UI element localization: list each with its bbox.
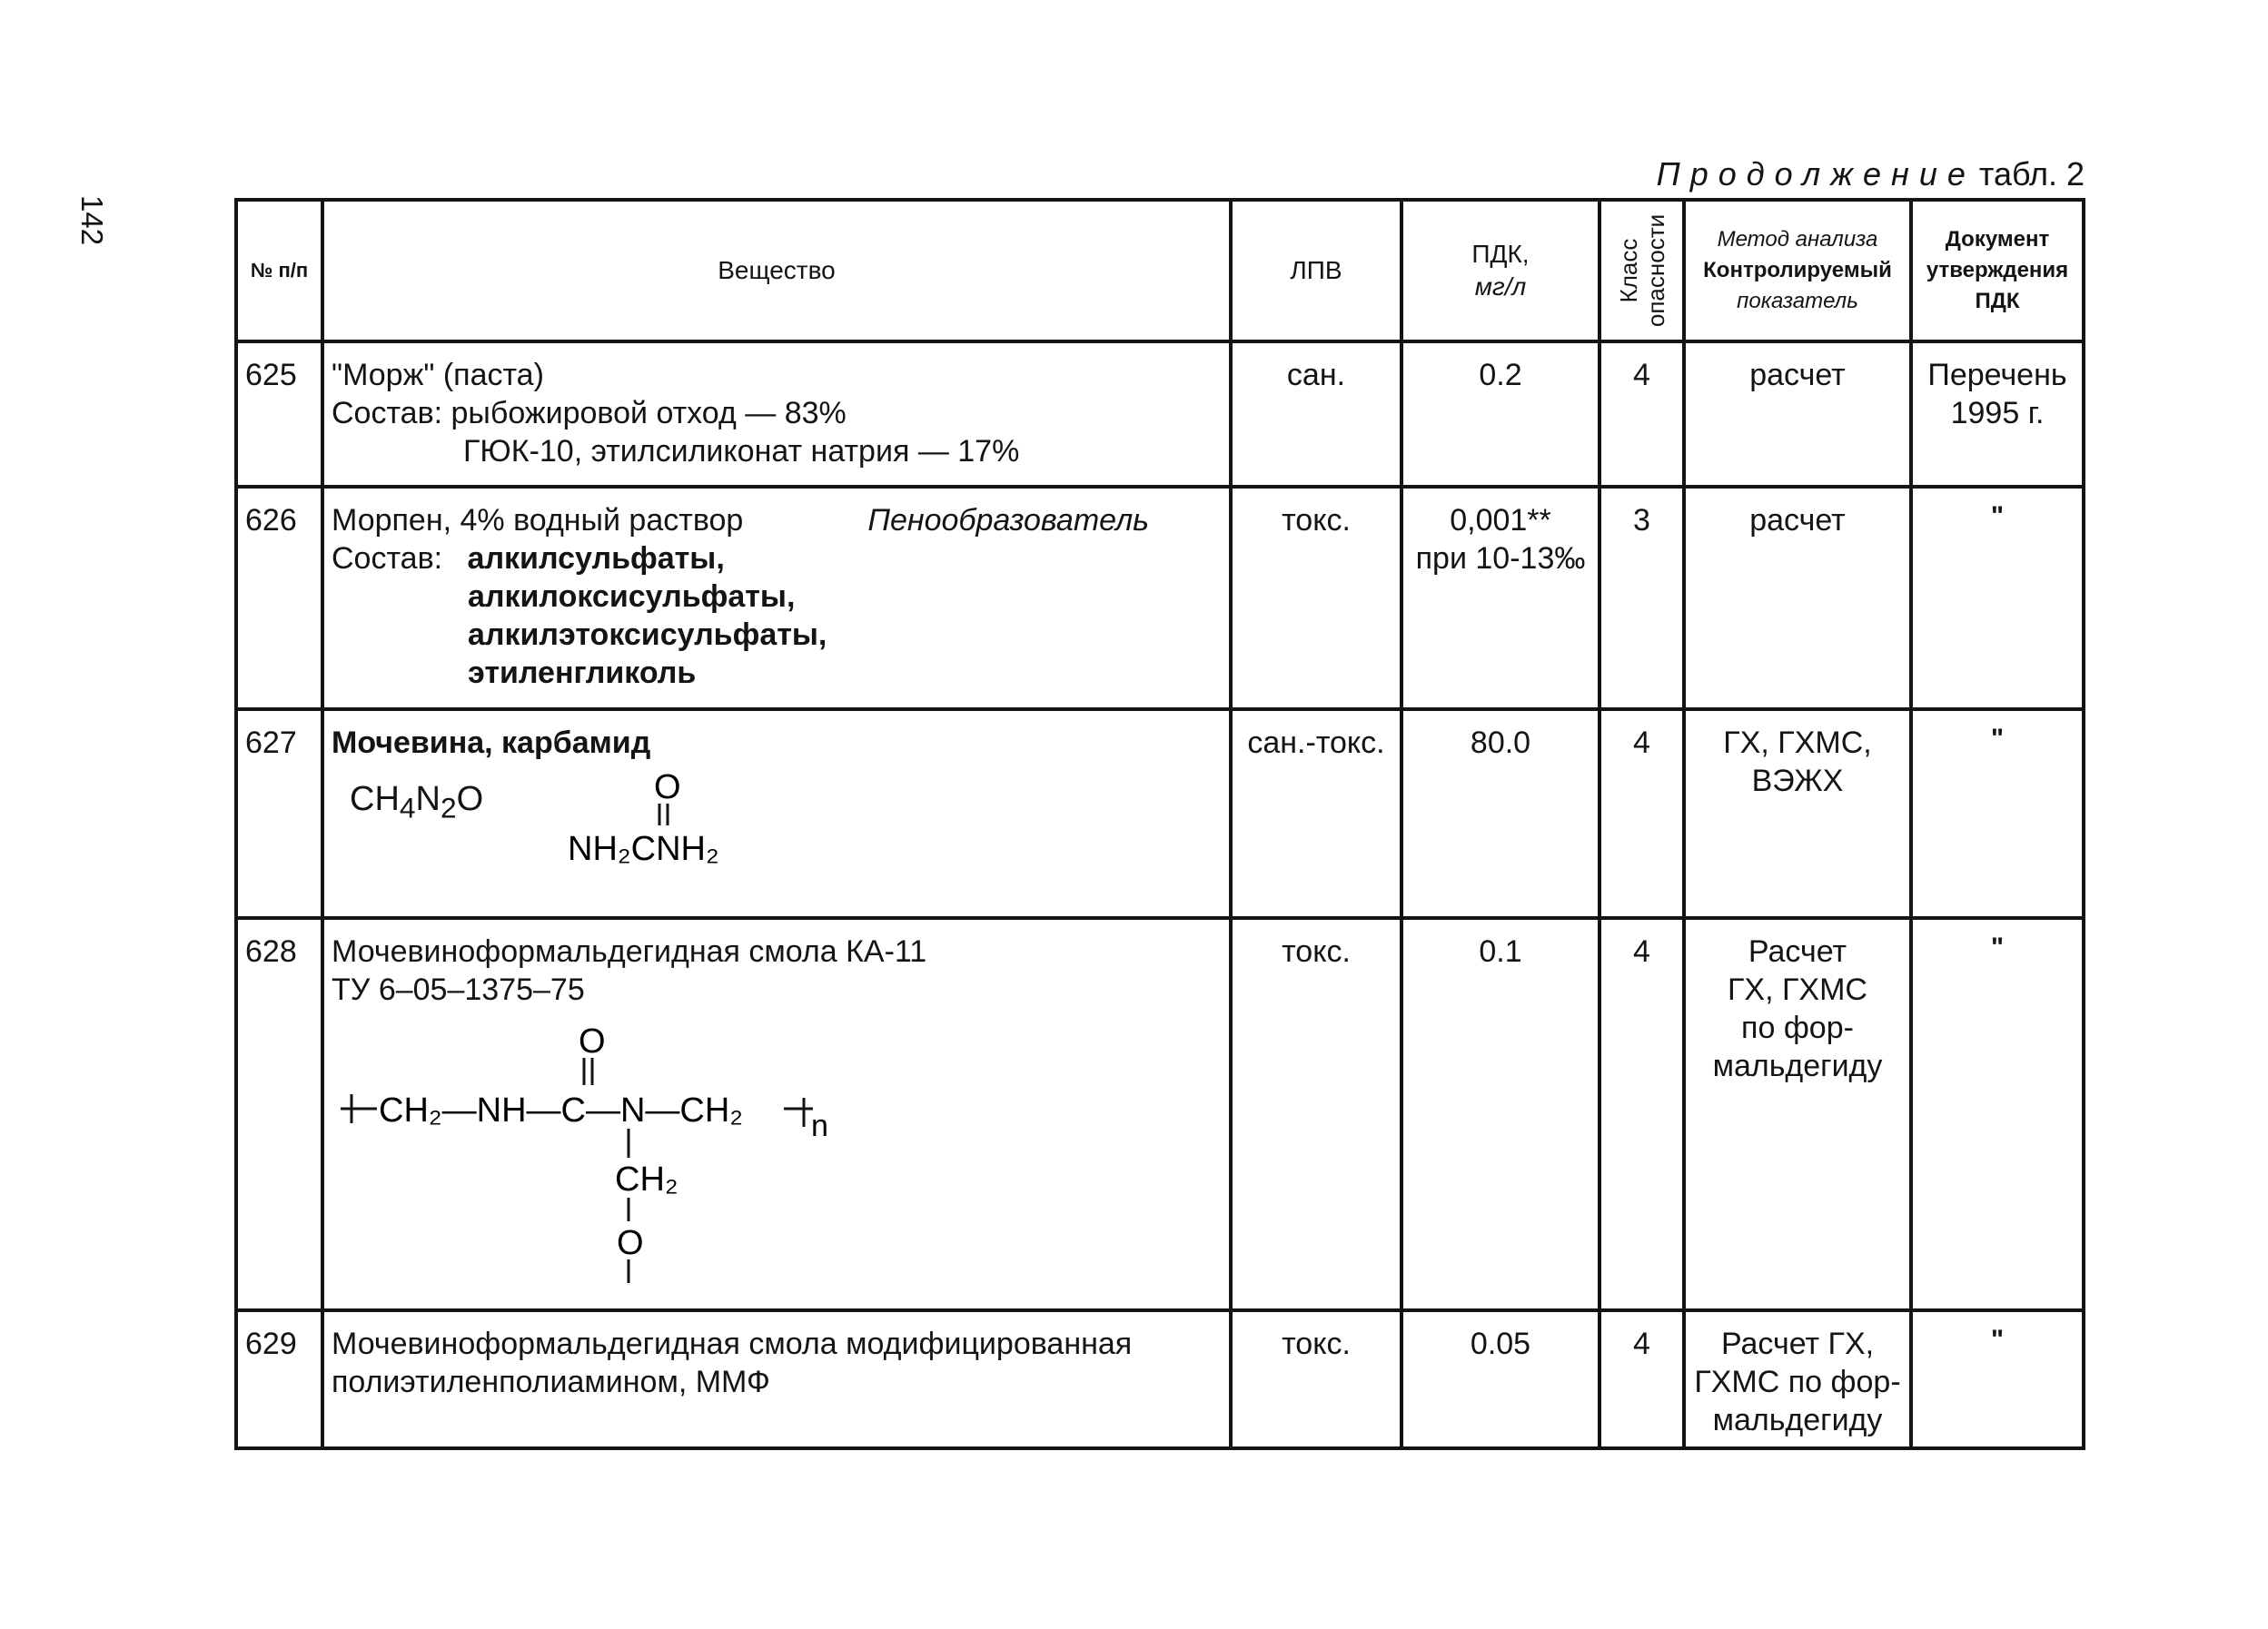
urea-structure-diagram bbox=[568, 762, 786, 898]
row-lpv: сан. bbox=[1231, 341, 1401, 487]
row-lpv: токс. bbox=[1231, 918, 1401, 1310]
header-lpv: ЛПВ bbox=[1231, 200, 1401, 341]
method-line: Расчет ГХ, bbox=[1720, 1327, 1875, 1361]
header-method-line1: Метод анализа bbox=[1717, 227, 1878, 252]
polymer-structure-diagram bbox=[332, 1012, 840, 1285]
structure-oxygen: O bbox=[579, 1022, 606, 1061]
pdk-value: 0,001** bbox=[1450, 503, 1551, 538]
substance-line: ГЮК-10, этилсиликонат натрия — 17% bbox=[463, 434, 1020, 469]
header-pdk bbox=[1401, 200, 1599, 341]
substance-line: Мочевиноформальдегидная смола КА-11 bbox=[332, 934, 927, 969]
method-line: ГХ, ГХМС, bbox=[1723, 726, 1872, 760]
substance-line: "Морж" (паста) bbox=[332, 358, 544, 392]
row-pdk: 0.05 bbox=[1401, 1310, 1599, 1448]
header-doc-line1: Документ bbox=[1945, 227, 2050, 252]
method-line: мальдегиду bbox=[1712, 1049, 1883, 1083]
pdk-condition: при 10-13‰ bbox=[1415, 541, 1586, 576]
header-doc-line3: ПДК bbox=[1975, 289, 2020, 313]
header-method-line2: Контролируемый bbox=[1703, 258, 1892, 282]
formula-part: N bbox=[415, 780, 441, 818]
row-document: " bbox=[1911, 709, 2084, 918]
row-substance bbox=[322, 1310, 1231, 1448]
header-hazard-text bbox=[1615, 214, 1669, 327]
structure-oxygen: O bbox=[617, 1224, 644, 1262]
method-line: Расчет bbox=[1748, 934, 1847, 969]
substance-name: Морпен, 4% водный раствор bbox=[332, 503, 744, 538]
row-hazard: 3 bbox=[1599, 487, 1684, 709]
row-pdk: 0.2 bbox=[1401, 341, 1599, 487]
molecular-formula bbox=[350, 780, 483, 827]
header-document bbox=[1911, 200, 2084, 341]
formula-part: CH bbox=[350, 780, 400, 818]
table-caption bbox=[1657, 156, 2085, 193]
header-num: № п/п bbox=[236, 200, 322, 341]
row-document: " bbox=[1911, 918, 2084, 1310]
method-line: по фор- bbox=[1741, 1011, 1854, 1045]
page-number: 142 bbox=[75, 195, 109, 246]
chemical-formula-block bbox=[332, 762, 1222, 898]
row-pdk: 0.1 bbox=[1401, 918, 1599, 1310]
header-hazard-line2: опасности bbox=[1641, 213, 1669, 328]
substance-note: Пенообразователь bbox=[867, 503, 1149, 538]
substance-line: полиэтиленполиамином, ММФ bbox=[332, 1365, 770, 1399]
structure-main-chain: NH₂CNH₂ bbox=[568, 830, 719, 868]
header-substance: Вещество bbox=[322, 200, 1231, 341]
structure-main-chain: CH₂—NH—C—N—CH₂ bbox=[379, 1091, 744, 1130]
header-method-line3: показатель bbox=[1737, 289, 1858, 313]
row-method: расчет bbox=[1684, 487, 1911, 709]
row-document: " bbox=[1911, 487, 2084, 709]
table-row bbox=[236, 1310, 2084, 1448]
header-hazard-class bbox=[1599, 200, 1684, 341]
header-row bbox=[236, 200, 2084, 341]
substance-line bbox=[332, 539, 1222, 578]
row-lpv: токс. bbox=[1231, 487, 1401, 709]
composition-item: алкилоксисульфаты, bbox=[468, 579, 796, 614]
row-method: расчет bbox=[1684, 341, 1911, 487]
row-document: " bbox=[1911, 1310, 2084, 1448]
repeat-index: n bbox=[811, 1109, 828, 1143]
row-substance bbox=[322, 487, 1231, 709]
row-lpv: токс. bbox=[1231, 1310, 1401, 1448]
row-hazard: 4 bbox=[1599, 1310, 1684, 1448]
caption-word: Продолжение bbox=[1656, 155, 1976, 193]
table-row bbox=[236, 341, 2084, 487]
substance-line: ТУ 6–05–1375–75 bbox=[332, 972, 585, 1007]
composition-item: алкилэтоксисульфаты, bbox=[468, 617, 827, 652]
row-lpv: сан.-токс. bbox=[1231, 709, 1401, 918]
method-line: ВЭЖХ bbox=[1751, 764, 1844, 798]
document-line: 1995 г. bbox=[1950, 396, 2045, 430]
row-hazard: 4 bbox=[1599, 709, 1684, 918]
table-row bbox=[236, 709, 2084, 918]
composition-label: Состав: bbox=[332, 541, 443, 576]
method-line: ГХМС по фор- bbox=[1694, 1365, 1901, 1399]
structure-ch2: CH₂ bbox=[615, 1160, 678, 1199]
composition-item: этиленгликоль bbox=[468, 656, 697, 690]
row-method bbox=[1684, 709, 1911, 918]
row-num: 625 bbox=[236, 341, 322, 487]
document-line: Перечень bbox=[1927, 358, 2067, 392]
header-doc-line2: утверждения bbox=[1926, 258, 2069, 282]
row-num: 629 bbox=[236, 1310, 322, 1448]
row-num: 626 bbox=[236, 487, 322, 709]
row-num: 627 bbox=[236, 709, 322, 918]
table-row bbox=[236, 918, 2084, 1310]
caption-table: табл. 2 bbox=[1978, 155, 2085, 193]
method-line: ГХ, ГХМС bbox=[1728, 972, 1867, 1007]
data-table bbox=[234, 198, 2085, 1450]
row-substance bbox=[322, 918, 1231, 1310]
substance-line bbox=[332, 501, 1222, 539]
table-row bbox=[236, 487, 2084, 709]
substance-line: Состав: рыбожировой отход — 83% bbox=[332, 396, 847, 430]
formula-subscript: 2 bbox=[440, 791, 457, 824]
header-pdk-line1: ПДК, bbox=[1471, 240, 1530, 268]
header-method bbox=[1684, 200, 1911, 341]
row-method bbox=[1684, 918, 1911, 1310]
composition-item: алкилсульфаты, bbox=[467, 541, 725, 576]
row-substance bbox=[322, 709, 1231, 918]
row-pdk bbox=[1401, 487, 1599, 709]
formula-subscript: 4 bbox=[399, 791, 416, 824]
row-num: 628 bbox=[236, 918, 322, 1310]
substance-line: Мочевиноформальдегидная смола модифицированная bbox=[332, 1327, 1133, 1361]
header-pdk-line2: мг/л bbox=[1474, 272, 1527, 301]
method-line: мальдегиду bbox=[1712, 1403, 1883, 1437]
row-method bbox=[1684, 1310, 1911, 1448]
formula-part: O bbox=[456, 780, 484, 818]
row-document bbox=[1911, 341, 2084, 487]
header-hazard-line1: Класс bbox=[1614, 238, 1642, 303]
row-substance bbox=[322, 341, 1231, 487]
substance-name: Мочевина, карбамид bbox=[332, 726, 651, 760]
row-hazard: 4 bbox=[1599, 341, 1684, 487]
row-hazard: 4 bbox=[1599, 918, 1684, 1310]
row-pdk: 80.0 bbox=[1401, 709, 1599, 918]
structure-oxygen: O bbox=[654, 768, 681, 806]
